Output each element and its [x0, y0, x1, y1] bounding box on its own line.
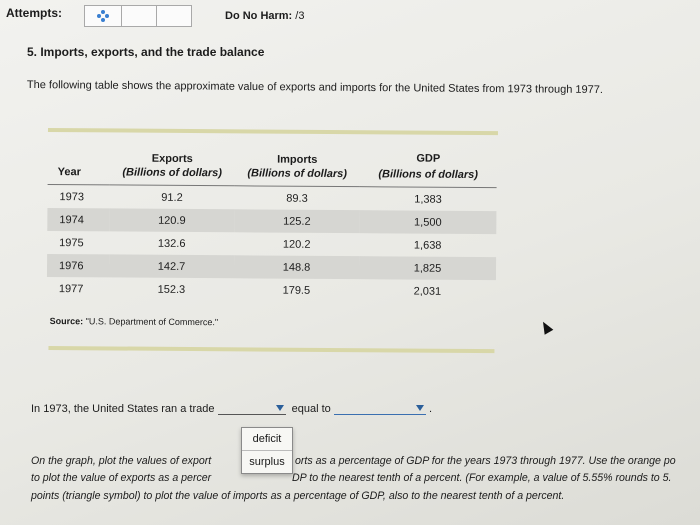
mouse-cursor-icon — [539, 319, 554, 334]
cell-exports: 91.2 — [109, 185, 234, 209]
cell-imports: 148.8 — [234, 255, 359, 279]
header-exports-unit: (Billions of dollars) — [122, 166, 223, 180]
attempt-box-3 — [156, 5, 192, 27]
cell-exports: 120.9 — [109, 208, 234, 232]
cell-exports: 132.6 — [157, 237, 186, 250]
cell-imports: 120.2 — [282, 238, 311, 251]
cell-gdp: 1,383 — [359, 187, 496, 211]
cell-year: 1974 — [47, 208, 109, 231]
option-surplus[interactable]: surplus — [242, 450, 292, 473]
table-row — [47, 277, 496, 303]
cell-gdp: 2,031 — [413, 285, 442, 298]
trade-balance-question — [31, 402, 432, 415]
do-no-harm-label: Do No Harm: — [225, 10, 293, 22]
trade-balance-dropdown[interactable] — [218, 402, 286, 415]
table-top-rule — [48, 128, 498, 135]
cell-exports: 152.3 — [157, 283, 186, 296]
loading-dots-icon — [97, 10, 109, 22]
header-year: Year — [57, 166, 81, 179]
header-imports: Imports — [277, 153, 318, 166]
cell-exports: 142.7 — [109, 254, 234, 278]
header-gdp-unit: (Billions of dollars) — [378, 168, 479, 182]
cell-gdp: 1,825 — [359, 256, 496, 280]
attempt-box-1 — [84, 5, 122, 27]
trade-table — [47, 142, 497, 303]
attempt-indicator — [84, 5, 191, 27]
attempts-label: Attempts: — [6, 6, 62, 20]
source-text: "U.S. Department of Commerce." — [85, 316, 219, 328]
cell-gdp: 1,638 — [413, 239, 442, 252]
table-source — [50, 316, 219, 327]
header-exports: Exports — [151, 152, 193, 166]
option-deficit[interactable]: deficit — [252, 433, 282, 445]
data-table-panel — [46, 128, 500, 356]
trade-balance-dropdown-menu — [241, 427, 293, 474]
cell-year: 1976 — [47, 254, 109, 277]
header-gdp: GDP — [416, 152, 441, 165]
cell-gdp: 1,500 — [359, 210, 496, 234]
chevron-down-icon[interactable] — [276, 405, 284, 411]
cell-year: 1977 — [58, 282, 84, 295]
attempt-box-2 — [121, 5, 157, 27]
table-row — [47, 208, 496, 234]
table-row — [47, 254, 496, 280]
cell-imports: 179.5 — [282, 284, 311, 297]
cell-imports: 89.3 — [234, 186, 359, 210]
table-row — [47, 184, 496, 211]
prompt-after: . — [428, 403, 432, 415]
chevron-down-icon[interactable] — [416, 405, 424, 411]
do-no-harm — [225, 10, 304, 22]
question-title: 5. Imports, exports, and the trade balance — [27, 45, 265, 59]
instructions-line-3: points (triangle symbol) to plot the value of imports as a percentage of GDP, also to the nearest tenth of a percent. — [31, 490, 565, 502]
header-imports-unit: (Billions of dollars) — [247, 167, 348, 181]
instructions-line-2-left: to plot the value of exports as a percer — [31, 472, 212, 484]
question-intro: The following table shows the approximate value of exports and imports for the United States from 1973 through 1977. — [26, 79, 603, 97]
cell-imports: 125.2 — [234, 209, 359, 233]
instructions-line-2-right: DP to the nearest tenth of a percent. (For example, a value of 5.55% rounds to 5. — [292, 472, 672, 484]
amount-dropdown[interactable] — [334, 402, 426, 415]
table-row — [47, 231, 496, 257]
prompt-before: In 1973, the United States ran a trade — [31, 403, 215, 415]
prompt-middle: equal to — [291, 403, 331, 415]
source-label: Source: — [49, 316, 84, 327]
cell-year: 1973 — [47, 184, 109, 208]
cell-year: 1975 — [59, 236, 84, 249]
do-no-harm-score: /3 — [295, 10, 305, 22]
instructions-line-1-left: On the graph, plot the values of export — [31, 455, 212, 467]
table-bottom-rule — [48, 346, 494, 353]
instructions-line-1-right: orts as a percentage of GDP for the years 1973 through 1977. Use the orange po — [295, 455, 676, 467]
